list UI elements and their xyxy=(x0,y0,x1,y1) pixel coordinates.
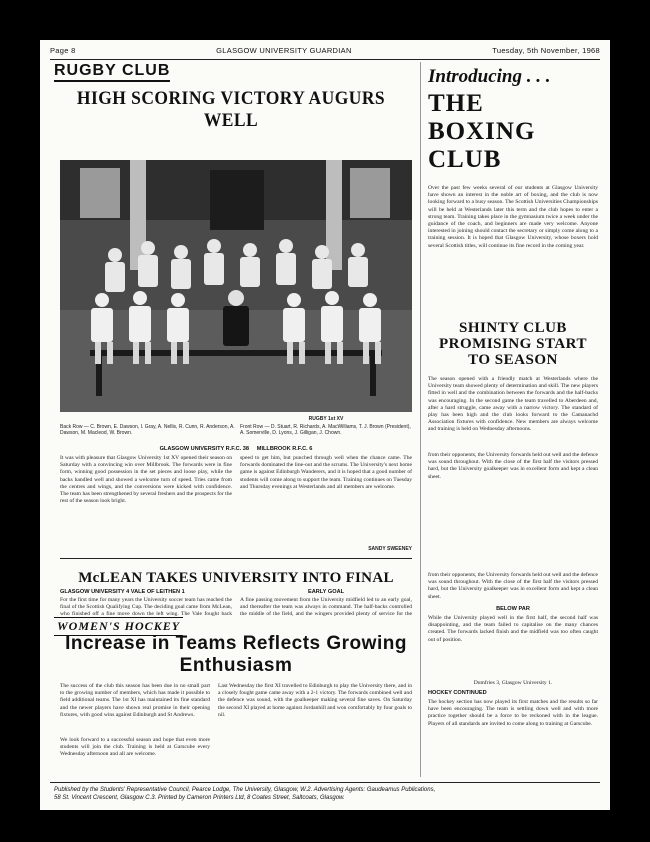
photo-caption-back-row: Back Row — C. Brown, E. Dawson, I. Gray, A. Nellis, R. Cunn, R. Anderson, A. Dawson, M. Macleod, W. Brown. xyxy=(60,424,235,437)
rugby-score-home: GLASGOW UNIVERSITY R.F.C. 38 xyxy=(159,446,249,452)
rugby-byline: SANDY SWEENEY xyxy=(368,546,412,552)
paper-title: GLASGOW UNIVERSITY GUARDIAN xyxy=(216,46,352,55)
boxing-club-article: Over the past few weeks several of our students at Glasgow University have shown an interest in the noble art of boxing, and the club is now looking forward to a busy season. The Scottish Universities Championships will be held at Westerlands later this term and the club hopes to enter a strong team. Training takes place in the gymnasium twice a week under the guidance of the coach, and beginners are made very welcome. Anyone interested in joining should contact the secretary or simply come along to a training session. It is hoped that Glasgow University, whose boxers hold several Scottish titles, will continue its fine record in the coming year. xyxy=(428,185,598,249)
right-col-continuation: from their opponents, the University forwards held out well and the defence was sound throughout. With the close of the first half the visitors pressed hard, but the University goalkeeper was in excellent form and kept a clean sheet. xyxy=(428,572,598,600)
footer-line-2: 58 St. Vincent Crescent, Glasgow C.3. Printed by Cameron Printers Ltd, 8 Coates Street, Saltcoats, Glasgow. xyxy=(54,795,345,801)
photo-caption-title: RUGBY 1st XV xyxy=(308,416,344,422)
womens-hockey-headline: Increase in Teams Reflects Growing Enthusiasm xyxy=(65,633,407,676)
running-header xyxy=(50,46,600,58)
final-report-col1: For the first time for many years the University soccer team has reached the final of the Scottish Qualifying Cup. The deciding goal came from McLean, who finished off a fine move down the left wing. The Vale fought back xyxy=(60,597,232,617)
rugby-team-photo xyxy=(60,160,412,412)
shinty-club-headline: SHINTY CLUB PROMISING START TO SEASON xyxy=(439,320,587,368)
footer-rule xyxy=(50,782,600,783)
rugby-score-heading xyxy=(60,446,412,452)
shinty-club-article-cont: from their opponents, the University forwards held out well and the defence was sound throughout. With the close of the first half the visitors pressed hard, but the University goalkeeper was in excellent form and kept a clean sheet. xyxy=(428,452,598,480)
below-par-heading: BELOW PAR xyxy=(496,606,530,612)
womens-hockey-col1: The success of the club this season has been due in no small part to the growing number of members, which has made it possible to field additional teams. The 1st XI has maintained its fine standard and the newer players have shown real promise in their opening fixtures, with good wins against Edinburgh and St Andrews. xyxy=(60,683,210,718)
rugby-bottom-rule xyxy=(60,558,412,559)
womens-hockey-col1-cont: We look forward to a successful season and hope that even more students will join the club. Training is held at Garscube every Wednesday afternoon and all are welcome. xyxy=(60,737,210,758)
below-par-article: While the University played well in the first half, the second half was disappointing, and the team failed to capitalise on the many chances created. The forwards lacked finish and the midfield was too often caught out of position. xyxy=(428,615,598,643)
boxing-title-line-3: CLUB xyxy=(428,146,502,173)
final-score-heading: GLASGOW UNIVERSITY 4 VALE OF LEITHEN 1 xyxy=(60,589,185,595)
page-number: Page 8 xyxy=(50,46,76,55)
final-result-line: Dumfries 3, Glasgow University 1. xyxy=(473,680,553,686)
final-report-col2: A fine passing movement from the University midfield led to an early goal, and thereafter the team was always in command. The half-backs controlled the middle of the field, and the wingers provided plenty of service for the xyxy=(240,597,412,617)
boxing-club-title xyxy=(428,90,535,174)
shinty-club-article: The season opened with a friendly match at Westerlands where the University team showed plenty of determination and skill. The new players fitted in well and the combination between the forwards and the half-backs was encouraging. In the second game the team travelled to Aberdeen and, after a hard struggle, came away with a narrow victory. The standard of play has been high and the club looks forward to the Camanachd Association fixtures with confidence. New members are always welcome and training is held on Wednesday afternoons. xyxy=(428,376,598,433)
header-rule xyxy=(50,59,600,60)
issue-date: Tuesday, 5th November, 1968 xyxy=(492,46,600,55)
early-goal-heading: EARLY GOAL xyxy=(307,589,345,595)
footer-line-1: Published by the Students' Representative Council, Pearce Lodge, The University, Glasgow, W.2. Advertising Agents: Gaudeamus Publications, xyxy=(54,787,436,793)
rugby-headline: HIGH SCORING VICTORY AUGURS WELL xyxy=(76,88,386,131)
publication-footer xyxy=(54,786,596,802)
boxing-title-line-2: BOXING xyxy=(428,118,536,145)
introducing-heading: Introducing . . . xyxy=(428,66,551,87)
rugby-score-away: MILLBROOK R.F.C. 6 xyxy=(256,446,313,452)
rugby-report-col2: speed to get him, but punched through well when the chance came. The forwards dominated the line-out and the scrums. The University's next home game is against Edinburgh Wanderers, and it is hoped that a good number of students will come along to support the team. Training continues on Tuesday and Thursday evenings at Westerlands and all members are welcome. xyxy=(240,455,412,490)
rugby-report-col1: It was with pleasure that Glasgow University 1st XV opened their season on Saturday with a convincing win over Millbrook. The forwards were in fine form, winning good possession in the set pieces and loose play, while the backs handled well and showed a welcome turn of speed. Tries came from the centres and wings, and the conversions were kicked with confidence. The team has been strengthened by several freshers and the prospects for the rest of the season look bright. xyxy=(60,455,232,505)
hockey-continued-heading: HOCKEY CONTINUED xyxy=(428,690,487,696)
photo-caption-front-row: Front Row — D. Stuart, R. Richards, A. MacWilliams, T. J. Brown (President), A. Somerville, D. Lyons, J. Gilligan, J. Chown. xyxy=(240,424,411,437)
team-photo-image xyxy=(60,160,412,412)
hockey-continued-article: The hockey section has now played its first matches and the results so far have been encouraging. The team is settling down well and with more practice together should be a force to be reckoned with in the league. Players of all standards are invited to come along to training at Garscube. xyxy=(428,699,598,727)
newspaper-page xyxy=(40,40,610,810)
boxing-title-line-1: THE xyxy=(428,90,484,117)
womens-hockey-label: WOMEN'S HOCKEY xyxy=(54,617,183,636)
rugby-club-label: RUGBY CLUB xyxy=(54,62,170,82)
mclean-final-headline: McLEAN TAKES UNIVERSITY INTO FINAL xyxy=(78,570,394,586)
column-divider xyxy=(420,62,421,777)
womens-hockey-col2: Last Wednesday the first XI travelled to Edinburgh to play the University there, and in a closely fought game came away with a 2-1 victory. The forwards combined well and the defence was sound, with the goalkeeper making several fine saves. On Saturday the second XI played at home against Jordanhill and won comfortably by four goals to nil. xyxy=(218,683,412,718)
